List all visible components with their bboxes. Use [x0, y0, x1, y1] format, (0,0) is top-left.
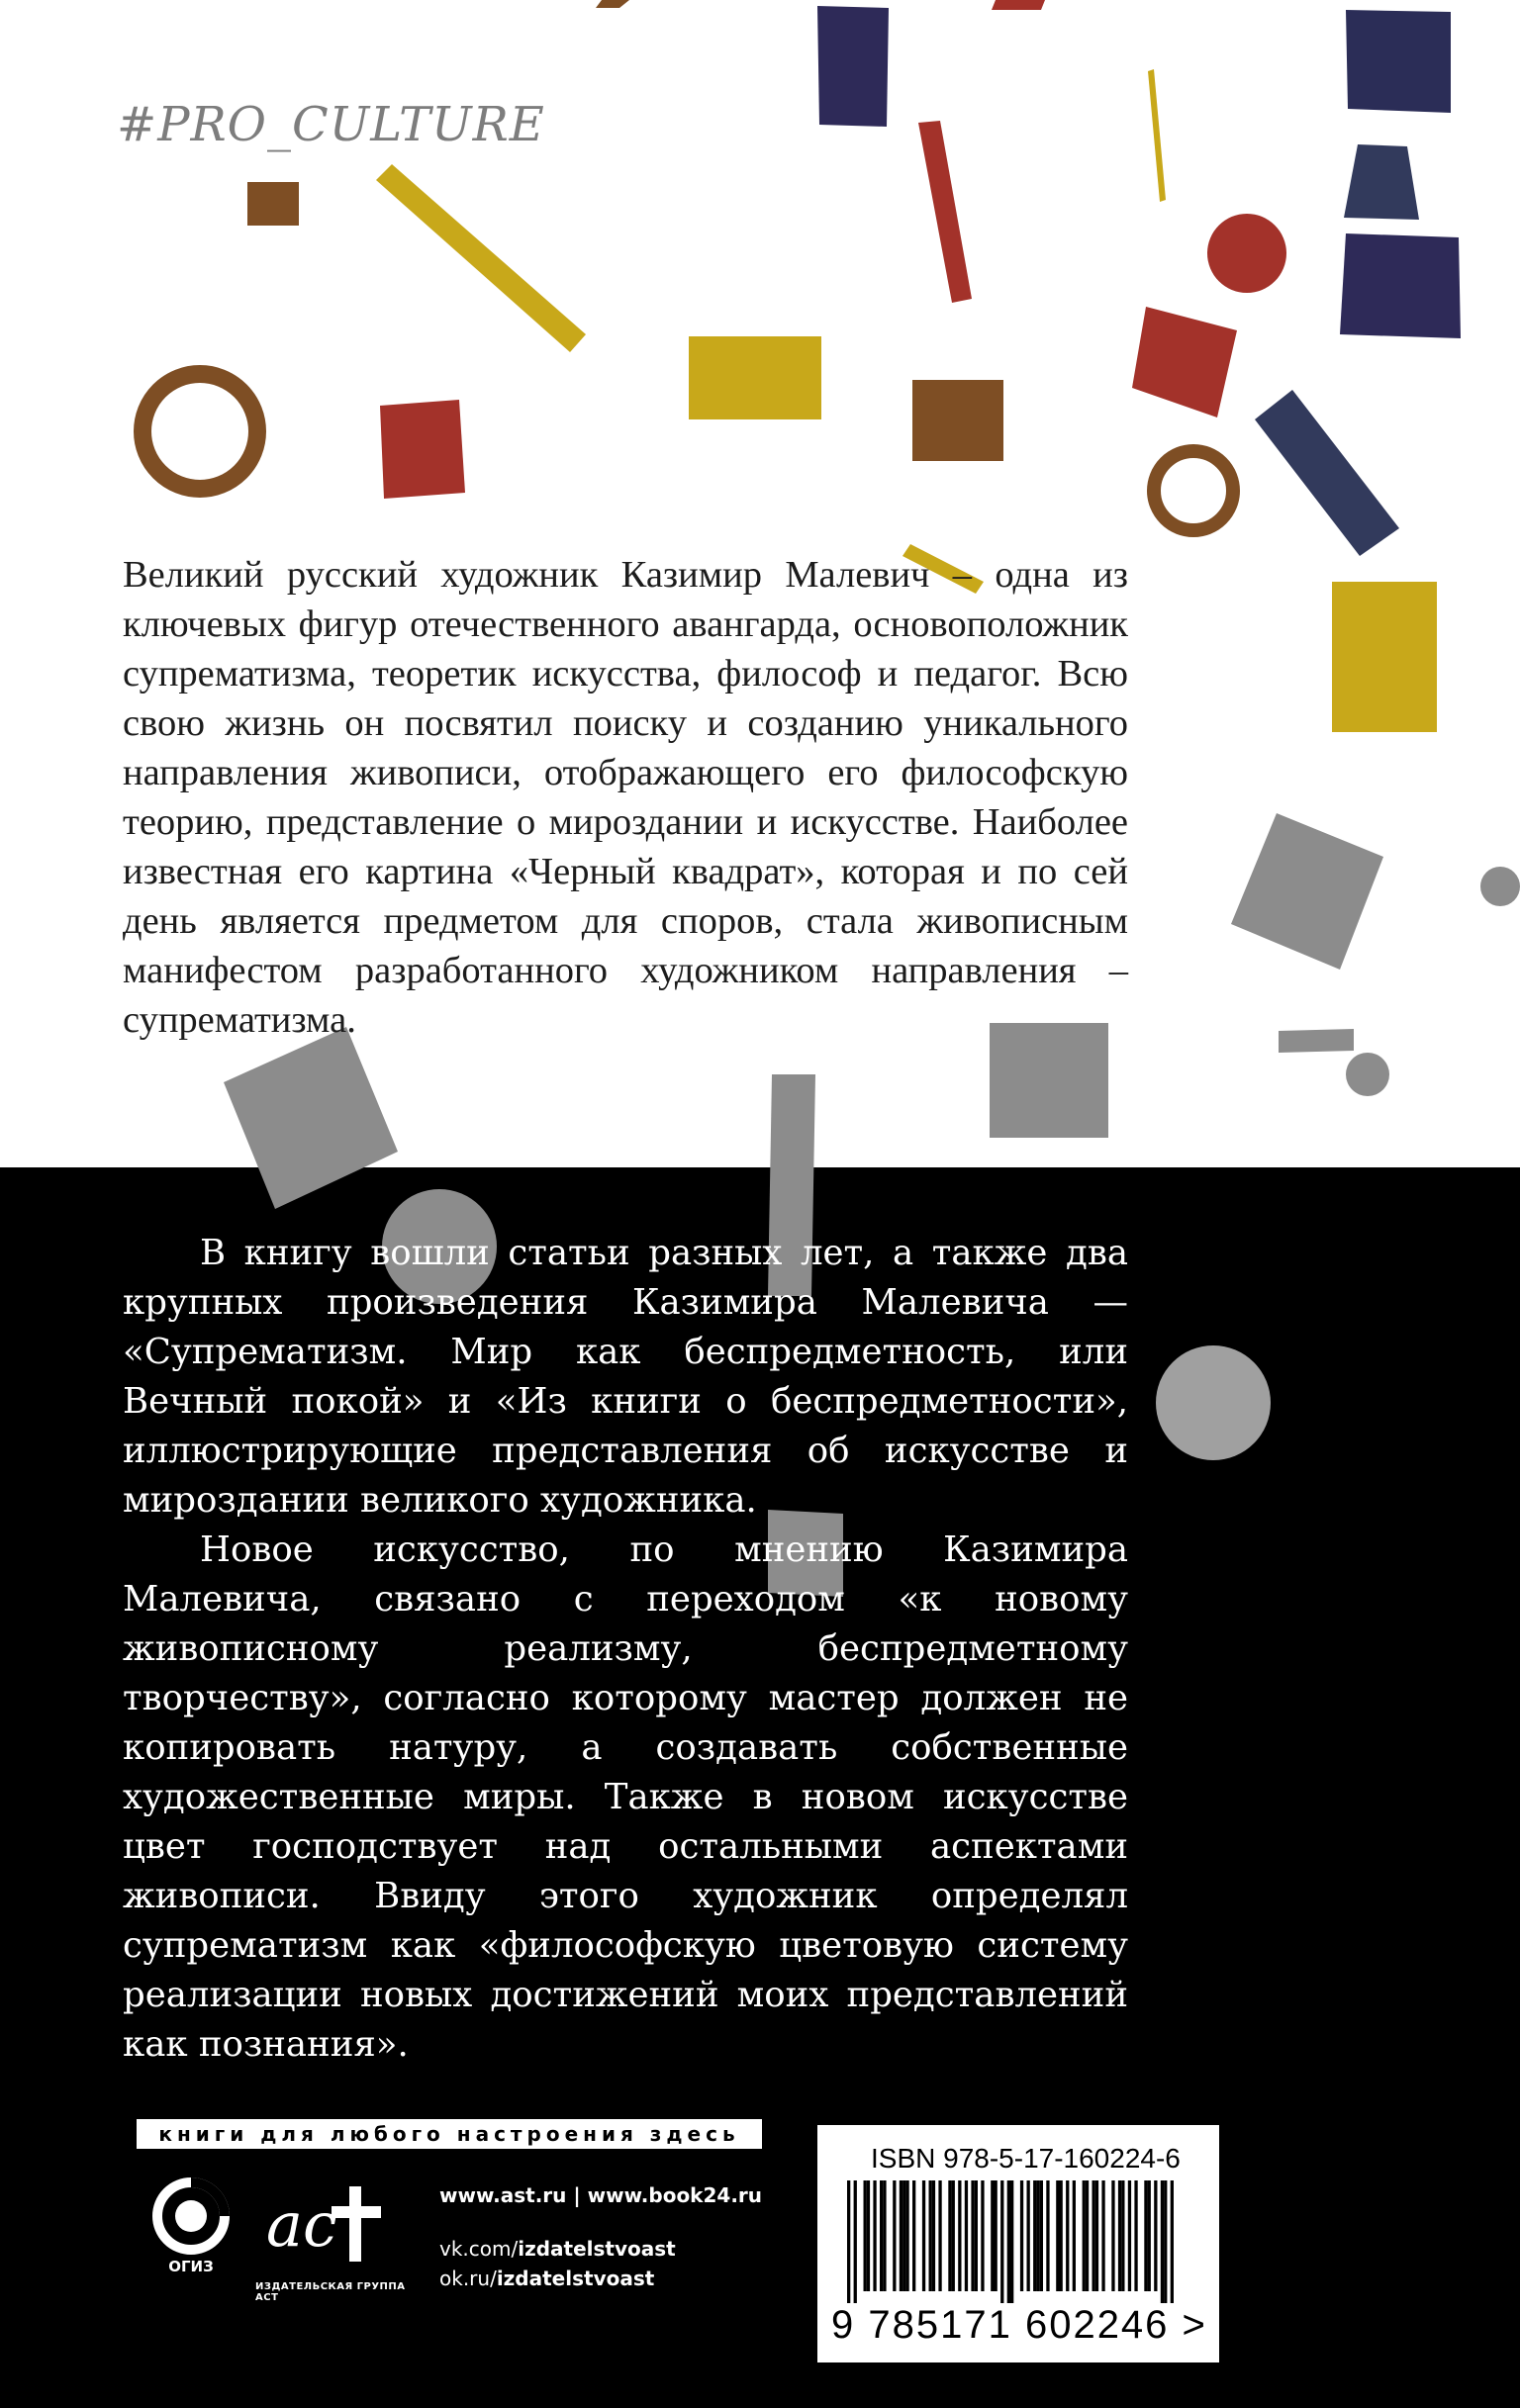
- description-paragraph: Новое искусство, по мнению Казимира Малевича, связано с переходом «к новому живописному реализму, беспредметному творчеству», согласно которому мастер должен не копировать натуру, а создавать собственные художественные миры. Также в новом искусстве цвет господствует над остальными аспектами живописи. Ввиду этого художник определял супрематизм как «философскую цветовую систему реализации новых достижений моих представлений как познания».: [123, 1529, 1128, 2065]
- series-tag: #PRO_CULTURE: [117, 97, 545, 152]
- brown-square-shape: [912, 380, 1003, 461]
- barcode-bar: [1020, 2180, 1023, 2291]
- red-slanted-strip-shape: [918, 121, 972, 303]
- barcode-bar: [847, 2180, 850, 2303]
- indigo-right-rectangle-shape: [1340, 233, 1461, 338]
- barcode-bar: [1171, 2180, 1174, 2303]
- publisher-slogan: книги для любого настроения здесь: [137, 2119, 762, 2149]
- yellow-rectangle-shape: [689, 336, 821, 419]
- barcode-bar: [867, 2180, 870, 2291]
- ast-label: ИЗДАТЕЛЬСКАЯ ГРУППА АСТ: [255, 2281, 406, 2303]
- barcode-bar: [1164, 2180, 1167, 2303]
- grey-large-circle-shape: [1156, 1345, 1271, 1460]
- barcode-bar: [1101, 2180, 1104, 2291]
- barcode-bar: [952, 2180, 955, 2291]
- barcode-bar: [1073, 2180, 1076, 2291]
- barcode-bar: [929, 2180, 932, 2291]
- isbn-barcode-box: [817, 2125, 1219, 2362]
- barcode-bar: [1060, 2180, 1063, 2291]
- barcode-bar: [1128, 2180, 1131, 2291]
- grey-dot-small-shape: [1346, 1053, 1389, 1096]
- intro-paragraph: Великий русский художник Казимир Малевич – одна из ключевых фигур отечественного авангарда, основоположник супрематизма, теоретик искусства, философ и педагог. Всю свою жизнь он посвятил поиску и созданию уникального направления живописи, отображающего его философскую теорию, представление о мироздании и искусстве. Наиболее известная его картина «Черный квадрат», которая и по сей день является предметом для споров, стала живописным манифестом разработанного художником направления – супрематизма.: [123, 554, 1128, 1041]
- barcode-bar: [958, 2180, 961, 2291]
- barcode-bar: [1056, 2180, 1059, 2291]
- barcode-bar: [864, 2180, 867, 2291]
- red-square-shape: [380, 400, 465, 499]
- barcode-bar: [902, 2180, 905, 2291]
- barcode-bar: [965, 2180, 968, 2291]
- barcode-bar: [1033, 2180, 1036, 2291]
- publisher-links: [439, 2180, 762, 2293]
- red-strip-shape: [992, 0, 1045, 10]
- barcode-bar: [1144, 2180, 1147, 2291]
- red-circle-shape: [1207, 214, 1286, 293]
- ok-link[interactable]: ok.ru/izdatelstvoast: [439, 2267, 655, 2290]
- barcode-bar: [900, 2180, 902, 2291]
- barcode-bar: [1111, 2180, 1114, 2291]
- barcode-bar: [948, 2180, 951, 2291]
- barcode-bar: [1066, 2180, 1069, 2291]
- yellow-line-shape: [1148, 69, 1166, 202]
- vk-link[interactable]: vk.com/izdatelstvoast: [439, 2237, 676, 2261]
- barcode-bar: [854, 2180, 857, 2303]
- barcode-bar: [1010, 2180, 1013, 2303]
- web-sites-link[interactable]: www.ast.ru | www.book24.ru: [439, 2183, 763, 2207]
- barcode-bar: [1161, 2180, 1164, 2303]
- barcode-bar: [932, 2180, 935, 2291]
- barcode-bar: [975, 2180, 978, 2291]
- barcode-bar: [883, 2180, 886, 2291]
- barcode-bar: [912, 2180, 915, 2291]
- barcode-bar: [1148, 2180, 1151, 2291]
- brown-ring-small-shape: [1154, 451, 1233, 530]
- ast-logo-icon: [262, 2173, 391, 2268]
- ogiz-logo-icon: [151, 2176, 231, 2256]
- brown-ring-shape: [142, 374, 257, 489]
- barcode-bar: [1154, 2180, 1157, 2291]
- barcode-bar: [995, 2180, 998, 2291]
- navy-rectangle-shape: [1346, 10, 1451, 113]
- svg-text:ac: ac: [266, 2188, 337, 2261]
- yellow-diagonal-bar-shape: [376, 164, 586, 352]
- grey-dot-right-shape: [1480, 867, 1520, 906]
- ogiz-label: ОГИЗ: [168, 2258, 214, 2275]
- indigo-rectangle-shape: [817, 6, 889, 127]
- description-paragraph: В книгу вошли статьи разных лет, а также два крупных произведения Казимира Малевича — «Супрематизм. Мир как беспредметность, или Вечный покой» и «Из книги о беспредметности», иллюстрирующие представления об искусстве и мироздании великого художника.: [123, 1233, 1128, 1521]
- grey-tilted-square-right-shape: [1231, 813, 1383, 970]
- barcode-bar: [922, 2180, 925, 2291]
- barcode-bar: [880, 2180, 883, 2291]
- brown-strip-shape: [596, 0, 629, 8]
- barcode-bar: [991, 2180, 994, 2291]
- yellow-right-rectangle-shape: [1332, 582, 1437, 732]
- barcode-bar: [893, 2180, 896, 2291]
- isbn-label: ISBN 978-5-17-160224-6: [871, 2143, 1181, 2174]
- brown-small-square-shape: [247, 182, 299, 226]
- barcode-bar: [971, 2180, 974, 2291]
- barcode-bar: [1000, 2180, 1003, 2303]
- barcode-bar: [1036, 2180, 1039, 2291]
- barcode-bar: [1121, 2180, 1124, 2291]
- barcode-bar: [1092, 2180, 1095, 2291]
- barcode-bar: [1095, 2180, 1098, 2291]
- barcode-bar: [1134, 2180, 1137, 2291]
- barcode-bar: [1027, 2180, 1030, 2291]
- grey-tilted-square-left-shape: [224, 1027, 398, 1209]
- grey-small-bar-shape: [1279, 1029, 1354, 1053]
- barcode-bar: [873, 2180, 876, 2291]
- description-text: [123, 1229, 1128, 2070]
- barcode-bar: [905, 2180, 908, 2291]
- barcode-bar: [1118, 2180, 1121, 2291]
- slate-diagonal-bar-shape: [1255, 390, 1399, 556]
- barcode-graphic: [847, 2180, 1184, 2303]
- isbn-digits: 9 785171 602246 >: [831, 2303, 1207, 2347]
- barcode-bar: [1086, 2180, 1089, 2291]
- barcode-bar: [1040, 2180, 1043, 2291]
- barcode-bar: [1046, 2180, 1049, 2291]
- slate-trapezoid-shape: [1344, 144, 1419, 220]
- barcode-bar: [981, 2180, 984, 2291]
- barcode-bar: [1007, 2180, 1010, 2303]
- barcode-bar: [1083, 2180, 1086, 2291]
- barcode-bar: [938, 2180, 941, 2291]
- red-tilted-square-shape: [1132, 307, 1237, 417]
